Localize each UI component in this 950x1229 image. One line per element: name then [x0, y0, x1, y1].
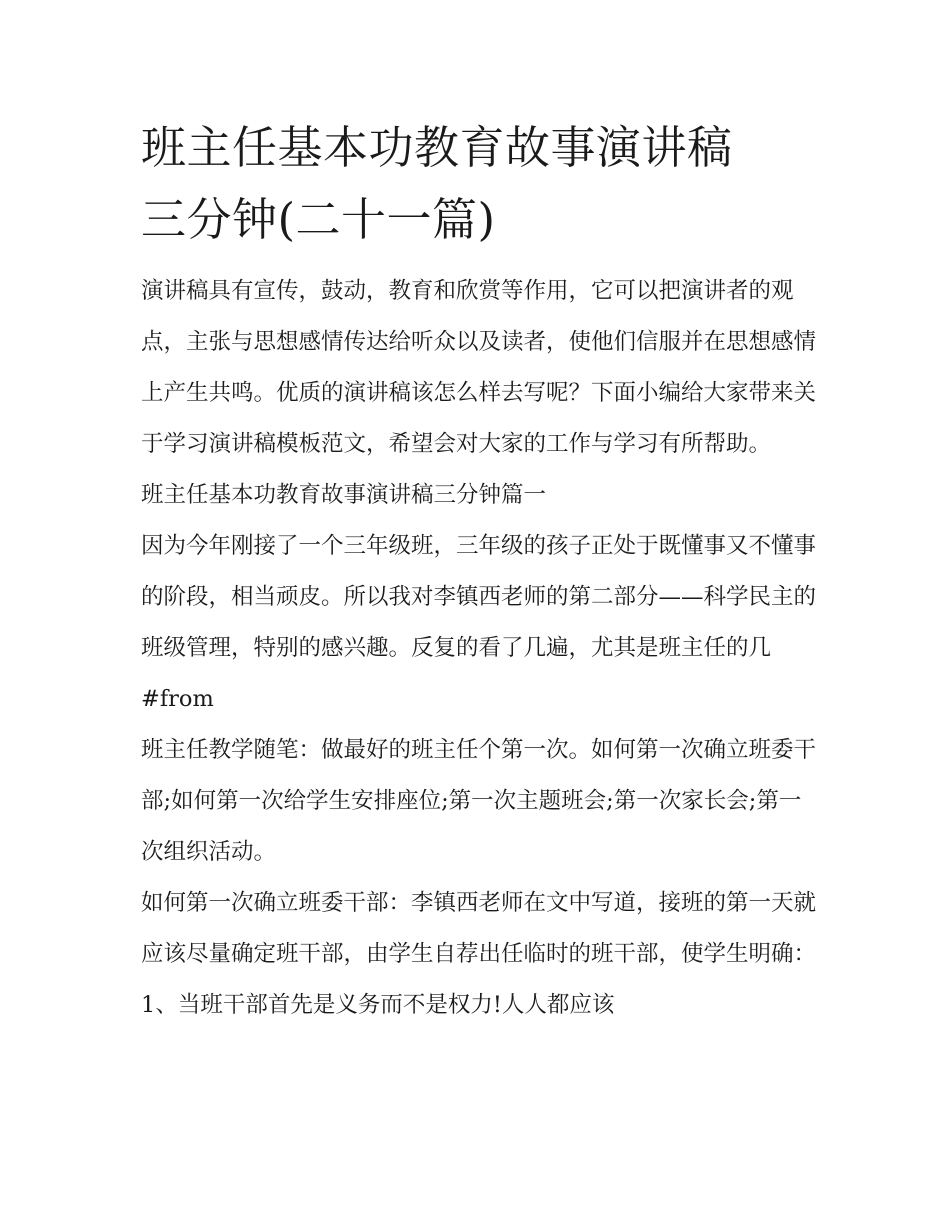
document-content: [141, 112, 816, 1031]
intro-paragraph: 演讲稿具有宣传，鼓动，教育和欣赏等作用，它可以把演讲者的观点，主张与思想感情传达给听众以及读者，使他们信服并在思想感情上产生共鸣。优质的演讲稿该怎么样去写呢？下面小编给大家带来关于学习演讲稿模板范文，希望会对大家的工作与学习有所帮助。: [141, 278, 817, 457]
section-heading: 班主任基本功教育故事演讲稿三分钟篇一: [141, 482, 547, 508]
body-paragraph: 班主任教学随笔：做最好的班主任个第一次。如何第一次确立班委干部;如何第一次给学生安排座位;第一次主题班会;第一次家长会;第一次组织活动。: [141, 737, 817, 865]
title-line-2: 三分钟(二十一篇): [141, 193, 496, 246]
body-paragraph: 如何第一次确立班委干部：李镇西老师在文中写道，接班的第一天就应该尽量确定班干部，由学生自荐出任临时的班干部，使学生明确：1、当班干部首先是义务而不是权力!人人都应该: [141, 890, 817, 1018]
body-paragraph: 因为今年刚接了一个三年级班，三年级的孩子正处于既懂事又不懂事的阶段，相当顽皮。所以我对李镇西老师的第二部分——科学民主的班级管理，特别的感兴趣。反复的看了几遍，尤其是班主任的几#from: [141, 533, 817, 712]
title-line-1: 班主任基本功教育故事演讲稿: [141, 121, 733, 174]
document-title: [141, 112, 816, 256]
